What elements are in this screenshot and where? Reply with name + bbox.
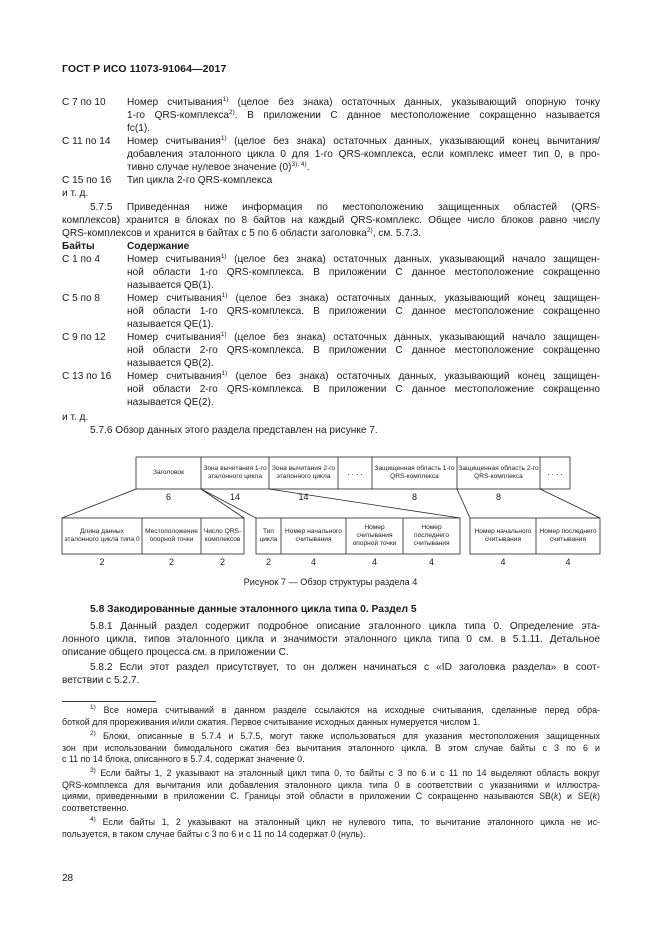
byte-range-label: С 1 по 4	[62, 254, 101, 265]
figure-caption: Рисунок 7 — Обзор структуры раздела 4	[243, 577, 418, 587]
paragraph-5-8-1: 5.8.1 Данный раздел содержит подробное описание эталонного цикла типа 0. Определение эта- лонного цикла, типов эталонного цикла и значимости эталонного цикла типа 0 см. в 5.1.11. Детальное описание общего процесса см. в приложении С.	[62, 621, 600, 659]
byte-range-label: С 9 по 12	[62, 332, 106, 343]
size-label: 2	[265, 557, 271, 567]
size-label: 4	[500, 557, 506, 567]
start-sample-box: Номер начального считывания	[474, 528, 532, 543]
byte-description: Номер считывания$^{1)}$ (целое без знака) остаточных данных, указывающий начало защищен- ной области 2-го QRS-комплекса. В приложении С данное местоположение сокращенно называется QB(2).	[127, 331, 600, 370]
etc-label: и т. д.	[62, 412, 89, 423]
page-number: 28	[62, 873, 74, 884]
footnote-3: $^{3)}$ Если байты 1, 2 указывают на эталонный цикл типа 0, то байты с 3 по 6 и с 11 по 14 выделяют область вокруг QRS-комплекса для вычитания или добавления эталонного цикла типа 0 в соответствии с указаниями и иллюстра- циями, приведенными в приложении С. Границы этой области в приложении С сокращенно называются SB(k) и SE(k) соответственно.	[62, 767, 600, 813]
ellipsis-box: . . . .	[547, 468, 563, 477]
start-sample-box: Номер начального считывания	[285, 528, 342, 543]
protected-area-1-box: Защищенная область 1-го QRS-комплекса	[374, 465, 455, 480]
size-label: 4	[310, 557, 316, 567]
size-label: 2	[219, 557, 225, 567]
etc-label: и т. д.	[62, 188, 89, 199]
qrs-count-box: Число QRS-комплексов	[203, 528, 242, 543]
footnote-2: $^{2)}$ Блоки, описанные в 5.7.4 и 5.7.5, могут также использоваться для указания местоположения защищенных зон при использовании бимодального сжатия без вычитания эталонного цикла. В этом случае байты с 3 по 6 и с 11 по 14 блока, описанного в 5.7.4, содержат значение 0.	[62, 730, 600, 765]
byte-range-label: С 15 по 16	[62, 175, 112, 186]
byte-description: Номер считывания$^{1)}$ (целое без знака) остаточных данных, указывающий конец защищен- ной области 1-го QRS-комплекса. В приложении С данное местоположение сокращенно называется QE(1).	[127, 292, 600, 331]
byte-range-label: С 5 по 8	[62, 293, 101, 304]
byte-range-label: С 13 по 16	[62, 371, 112, 382]
protected-area-2-box: Защищенная область 2-го QRS-комплекса	[458, 465, 539, 480]
section-title: 5.8 Закодированные данные эталонного цикла типа 0. Раздел 5	[90, 604, 417, 615]
column-content: Содержание	[127, 241, 190, 252]
subtraction-zone-2-box: Зона вычитания 2-го эталонного цикла	[271, 465, 336, 480]
byte-description: Номер считывания$^{1)}$ (целое без знака) остаточных данных, указывающий начало защищен- ной области 1-го QRS-комплекса. В приложении С данное местоположение сокращенно называется QB(1).	[127, 253, 600, 292]
last-sample-box: Номер последнего считывания	[539, 528, 597, 543]
byte-description: Номер считывания$^{1)}$ (целое без знака) остаточных данных, указывающий конец защищен- ной области 2-го QRS-комплекса. В приложении С данное местоположение сокращенно называется QE(2).	[127, 370, 600, 409]
footnote-1: $^{1)}$ Все номера считываний в данном разделе ссылаются на исходные считывания, сделанные перед обра- боткой для прореживания и/или сжатия. Первое считывание исходных данных нумеруется числом 1.	[62, 704, 600, 727]
ref-cycle-length-box: Длина данных эталонного цикла типа 0	[64, 528, 140, 543]
size-label: 4	[565, 557, 571, 567]
byte-description: Тип цикла 2-го QRS-комплекса	[127, 175, 273, 186]
size-label: 8	[411, 492, 417, 502]
last-sample-box: Номер последнего считывания	[413, 524, 450, 547]
size-label: 4	[428, 557, 434, 567]
size-label: 2	[168, 557, 174, 567]
paragraph-5-7-6: 5.7.6 Обзор данных этого раздела представлен на рисунке 7.	[90, 425, 378, 436]
byte-range-label: С 11 по 14	[62, 136, 111, 147]
size-label: 2	[99, 557, 105, 567]
reference-point-box: Местоположение опорной точки	[145, 528, 198, 543]
size-label: 4	[371, 557, 377, 567]
footnote-divider	[62, 701, 156, 702]
byte-range-label: С 7 по 10	[62, 97, 106, 108]
size-label: 14	[298, 492, 309, 502]
byte-description: Номер считывания$^{1)}$ (целое без знака) остаточных данных, указывающий опорную точку 1-го QRS-комплекса$^{2)}$. В приложении С данное местоположение сокращенно называется fc(1).	[127, 96, 601, 135]
document-header: ГОСТ Р ИСО 11073-91064—2017	[62, 63, 227, 75]
ref-point-sample-box: Номер считывания опорной точки	[352, 524, 397, 547]
size-label: 8	[495, 492, 501, 502]
column-bytes: Байты	[62, 241, 95, 252]
size-label: 6	[165, 492, 171, 502]
ellipsis-box: . . . .	[347, 468, 363, 477]
cycle-type-box: Тип цикла	[259, 528, 278, 543]
footnote-4: $^{4)}$ Если байты 1, 2 указывают на эталонный цикл не нулевого типа, то вычитание эталонного цикла не ис- пользуется, в таком случае байты с 3 по 6 и с 11 по 14 содержат 0 (нуль).	[62, 816, 601, 839]
size-label: 14	[229, 492, 240, 502]
subtraction-zone-1-box: Зона вычитания 1-го эталонного цикла	[203, 465, 267, 480]
byte-description: Номер считывания$^{1)}$ (целое без знака) остаточных данных, указывающий конец вычитания/ добавления эталонного цикла 0 для 1-го QRS-комплекса, если комплекс имеет тип 0, в про- тивно случае нулевое значение $(0)^{3), 4)}$.	[127, 135, 600, 174]
header-zone-box: Заголовок	[152, 469, 184, 476]
paragraph-5-8-2: 5.8.2 Если этот раздел присутствует, то он должен начинаться с «ID заголовка раздела» в соот- ветствии с 5.2.7.	[62, 662, 600, 687]
paragraph-5-7-5: 5.7.5 Приведенная ниже информация по местоположению защищенных областей (QRS- комплексов) хранится в блоках по 8 байтов на каждый QRS-комплекс. Общее число блоков равно числу QRS-комплексов и хранится в байтах с 5 по 6 области заголовка$^{2)}$, см. 5.7.3.	[62, 202, 600, 240]
